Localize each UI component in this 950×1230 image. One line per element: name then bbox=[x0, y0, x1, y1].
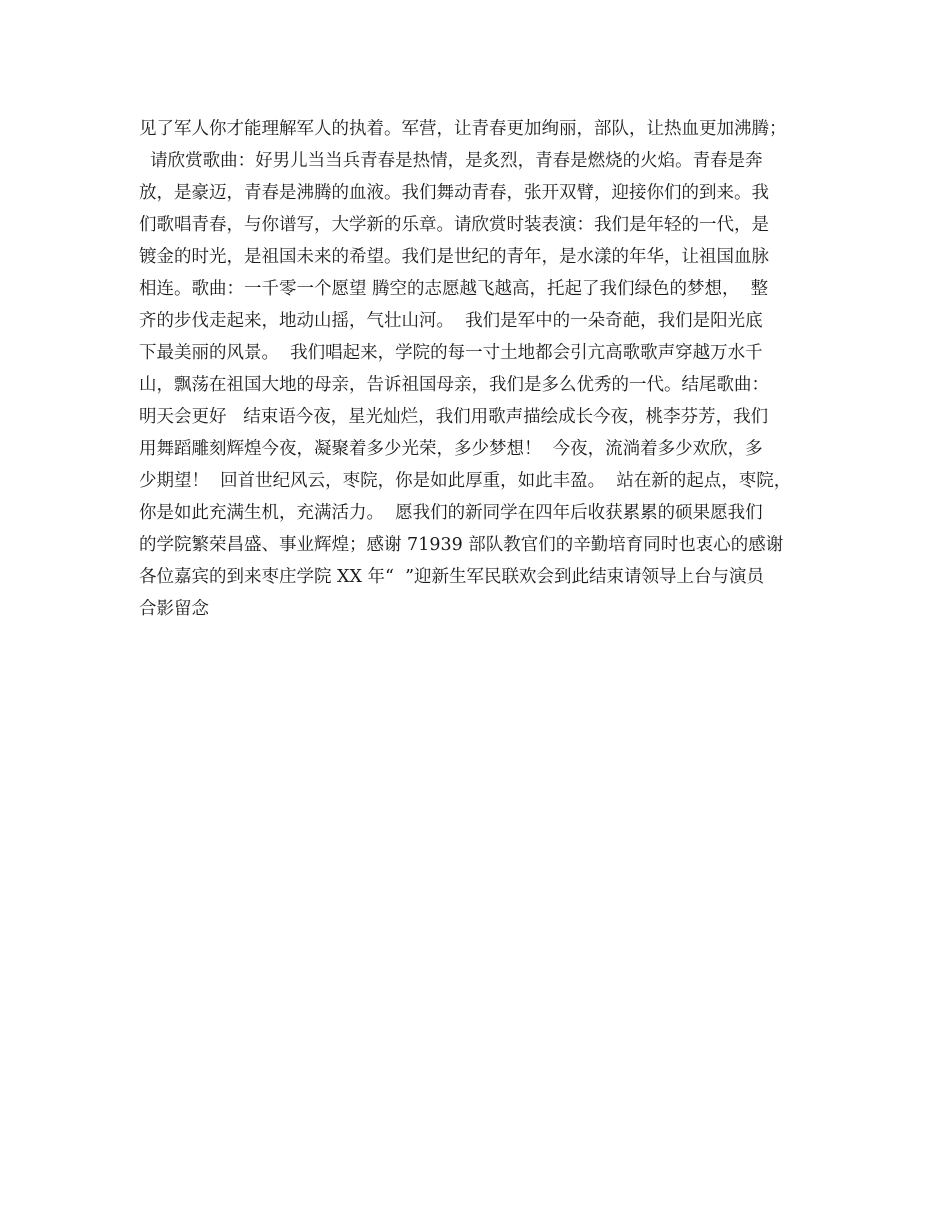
text-line: 请欣赏歌曲：好男儿当当兵青春是热情，是炙烈，青春是燃烧的火焰。青春是奔 bbox=[139, 151, 763, 171]
body-text bbox=[139, 113, 839, 625]
text-line: 少期望！ 回首世纪风云，枣院，你是如此厚重，如此丰盈。 站在新的起点，枣院， bbox=[139, 471, 792, 491]
text-line: 相连。歌曲：一千零一个愿望 腾空的志愿越飞越高，托起了我们绿色的梦想， 整 bbox=[139, 279, 769, 299]
text-line: 明天会更好 结束语今夜，星光灿烂，我们用歌声描绘成长今夜，桃李芬芳，我们 bbox=[139, 407, 769, 427]
text-line: 合影留念 bbox=[139, 599, 209, 619]
text-line: 用舞蹈雕刻辉煌今夜，凝聚着多少光荣，多少梦想！ 今夜，流淌着多少欢欣，多 bbox=[139, 439, 763, 459]
text-line: 下最美丽的风景。 我们唱起来，学院的每一寸土地都会引亢高歌歌声穿越万水千 bbox=[139, 343, 763, 363]
text-line: 各位嘉宾的到来枣庄学院 XX 年“ ”迎新生军民联欢会到此结束请领导上台与演员 bbox=[139, 567, 765, 587]
text-line: 放，是豪迈，青春是沸腾的血液。我们舞动青春，张开双臂，迎接你们的到来。我 bbox=[139, 183, 769, 203]
text-line: 你是如此充满生机，充满活力。 愿我们的新同学在四年后收获累累的硕果愿我们 bbox=[139, 503, 763, 523]
text-line: 的学院繁荣昌盛、事业辉煌；感谢 71939 部队教官们的辛勤培育同时也衷心的感谢 bbox=[139, 535, 784, 555]
text-line: 山，飘荡在祖国大地的母亲，告诉祖国母亲，我们是多么优秀的一代。结尾歌曲： bbox=[139, 375, 769, 395]
text-line: 镀金的时光，是祖国未来的希望。我们是世纪的青年，是水漾的年华，让祖国血脉 bbox=[139, 247, 769, 267]
text-line: 齐的步伐走起来，地动山摇，气壮山河。 我们是军中的一朵奇葩，我们是阳光底 bbox=[139, 311, 763, 331]
text-line: 见了军人你才能理解军人的执着。军营，让青春更加绚丽，部队，让热血更加沸腾； bbox=[139, 119, 787, 139]
text-line: 们歌唱青春，与你谱写，大学新的乐章。请欣赏时装表演：我们是年轻的一代，是 bbox=[139, 215, 769, 235]
